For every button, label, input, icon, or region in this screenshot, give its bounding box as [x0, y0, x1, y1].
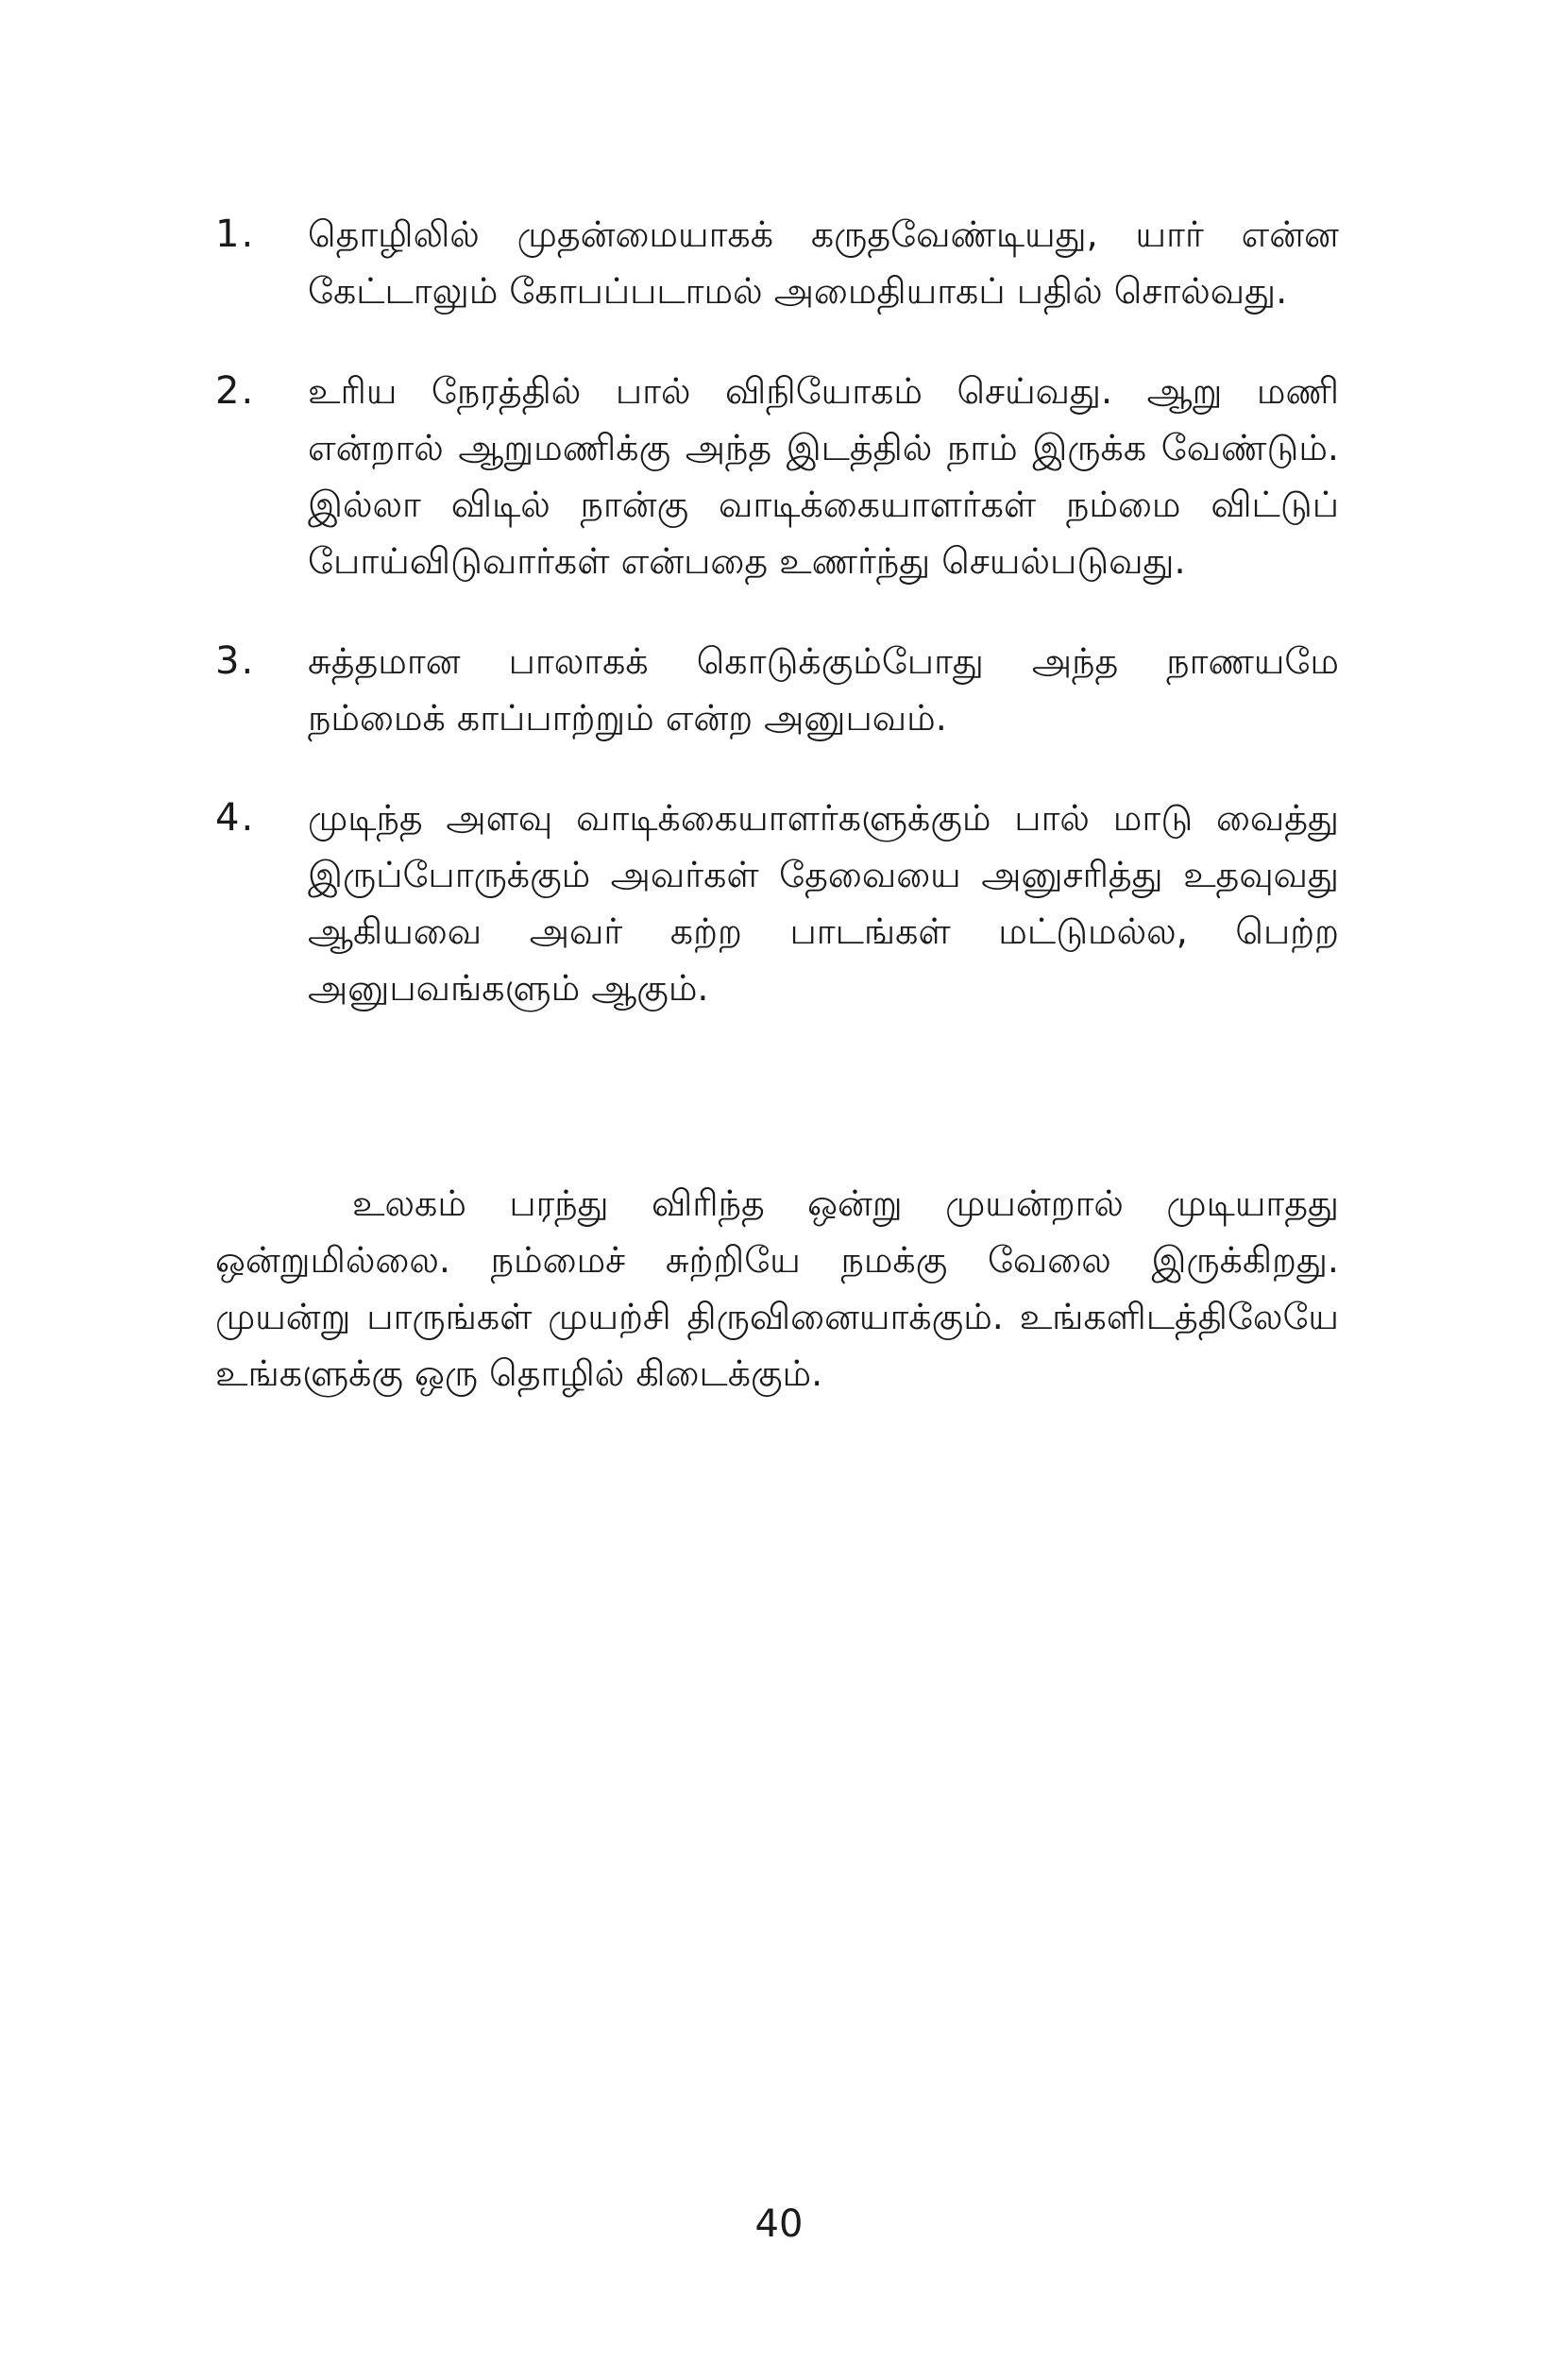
list-item-number: 4. — [215, 796, 256, 840]
numbered-list — [215, 206, 1339, 1060]
list-item-text: முடிந்த அளவு வாடிக்கையாளர்களுக்கும் பால் மாடு வைத்து இருப்போருக்கும் அவர்கள் தேவையை அனுசரித்து உதவுவது ஆகியவை அவர் கற்ற பாடங்கள் மட்டுமல்ல, பெற்ற அனுபவங்களும் ஆகும். — [308, 797, 1339, 1009]
body-paragraph: உலகம் பரந்து விரிந்த ஒன்று முயன்றால் முடியாதது ஒன்றுமில்லை. நம்மைச் சுற்றியே நமக்கு வேலை இருக்கிறது. முயன்று பாருங்கள் முயற்சி திருவினையாக்கும். உங்களிடத்திலேயே உங்களுக்கு ஒரு தொழில் கிடைக்கும். — [215, 1182, 1339, 1394]
list-item-text: உரிய நேரத்தில் பால் விநியோகம் செய்வது. ஆறு மணி என்றால் ஆறுமணிக்கு அந்த இடத்தில் நாம் இருக்க வேண்டும். இல்லா விடில் நான்கு வாடிக்கையாளர்கள் நம்மை விட்டுப் போய்விடுவார்கள் என்பதை உணர்ந்து செயல்படுவது. — [308, 370, 1339, 582]
list-item — [215, 790, 1339, 1016]
list-item-number: 2. — [215, 369, 256, 413]
list-item-text: தொழிலில் முதன்மையாகக் கருதவேண்டியது, யார் என்ன கேட்டாலும் கோபப்படாமல் அமைதியாகப் பதில் சொல்வது. — [308, 213, 1339, 312]
list-item — [215, 363, 1339, 589]
page-number: 40 — [754, 2202, 804, 2246]
list-item-number: 3. — [215, 639, 256, 683]
list-item-text: சுத்தமான பாலாகக் கொடுக்கும்போது அந்த நாணயமே நம்மைக் காப்பாற்றும் என்ற அனுபவம். — [308, 640, 1339, 739]
list-item — [215, 633, 1339, 746]
list-item-number: 1. — [215, 212, 256, 256]
list-item — [215, 206, 1339, 319]
